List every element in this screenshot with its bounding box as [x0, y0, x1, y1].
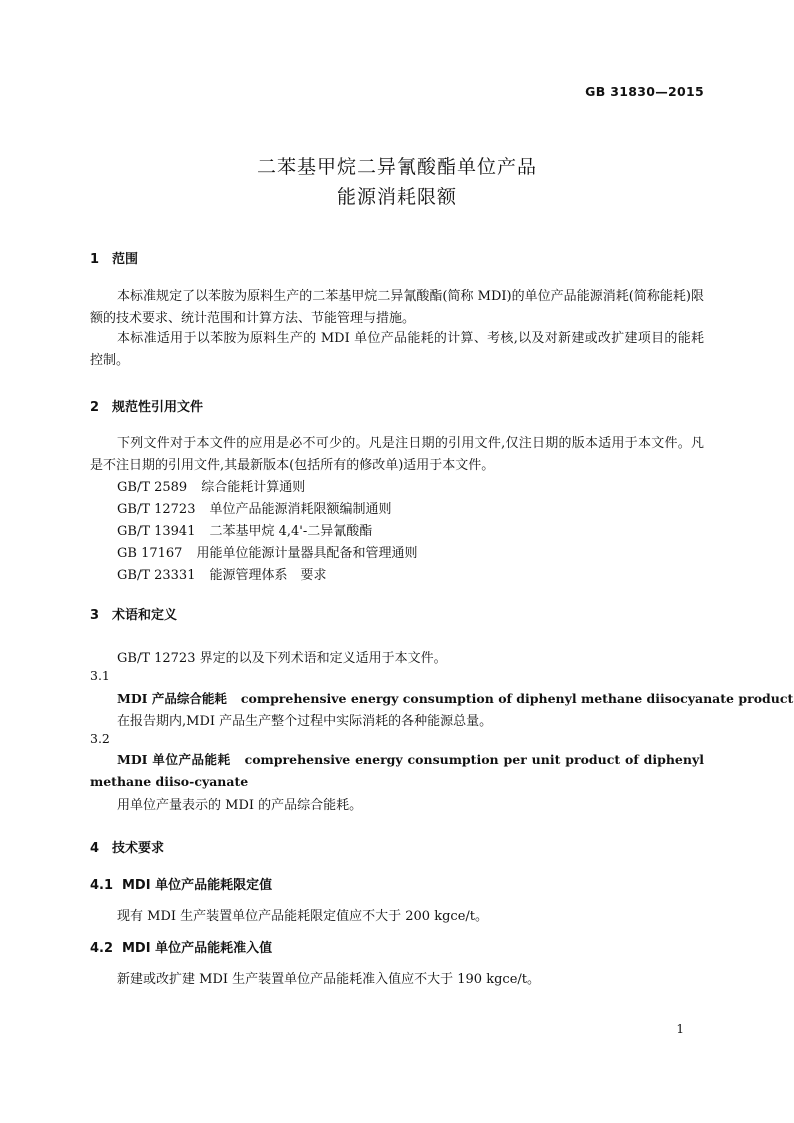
term-3-1-definition: 在报告期内,MDI 产品生产整个过程中实际消耗的各种能源总量。 [117, 714, 493, 729]
term-3-2-definition: 用单位产量表示的 MDI 的产品综合能耗。 [117, 798, 363, 813]
reference-code: GB/T 13941 [117, 524, 196, 539]
section-1-heading [90, 248, 138, 267]
reference-title: 单位产品能源消耗限额编制通则 [209, 502, 392, 517]
reference-title: 用能单位能源计量器具配备和管理通则 [196, 546, 418, 561]
section-number: 2 [90, 400, 100, 415]
section-title: 范围 [112, 252, 139, 267]
reference-code: GB 17167 [117, 546, 183, 561]
subsection-title: MDI 单位产品能耗限定值 [122, 878, 273, 893]
term-en: comprehensive energy consumption of diphenyl methane diisocyanate product [240, 691, 794, 706]
term-en: comprehensive energy consumption per unit product of diphenyl methane diiso-cyanate [90, 752, 704, 789]
reference-title: 能源管理体系 要求 [209, 568, 327, 583]
term-3-1-number: 3.1 [90, 668, 110, 683]
reference-item [117, 520, 372, 539]
reference-title: 二苯基甲烷 4,4'-二异氰酸酯 [209, 524, 373, 539]
page-number: 1 [676, 1022, 684, 1036]
section-number: 4 [90, 841, 100, 856]
reference-item [117, 498, 392, 517]
subsection-title: MDI 单位产品能耗准入值 [122, 941, 273, 956]
term-zh: MDI 单位产品能耗 [117, 752, 231, 767]
term-3-2 [90, 749, 704, 792]
section-1-paragraph-1: 本标准规定了以苯胺为原料生产的二苯基甲烷二异氰酸酯(简称 MDI)的单位产品能源消耗(简称能耗)限额的技术要求、统计范围和计算方法、节能管理与措施。 [90, 289, 704, 326]
section-number: 3 [90, 608, 100, 623]
reference-code: GB/T 12723 [117, 502, 196, 517]
reference-item [117, 476, 305, 495]
subsection-4-1-heading [90, 874, 272, 893]
reference-item [117, 564, 327, 583]
section-title: 技术要求 [112, 841, 165, 856]
section-1-paragraph-2: 本标准适用于以苯胺为原料生产的 MDI 单位产品能耗的计算、考核,以及对新建或改扩建项目的能耗控制。 [90, 331, 704, 368]
standard-number: GB 31830—2015 [585, 84, 704, 99]
subsection-number: 4.2 [90, 941, 114, 956]
section-3-intro: GB/T 12723 界定的以及下列术语和定义适用于本文件。 [117, 651, 447, 666]
document-title-line2: 能源消耗限额 [336, 186, 457, 208]
section-number: 1 [90, 252, 100, 267]
reference-item [117, 542, 417, 561]
term-zh: MDI 产品综合能耗 [117, 691, 227, 706]
reference-code: GB/T 2589 [117, 480, 188, 495]
section-title: 规范性引用文件 [112, 400, 204, 415]
reference-code: GB/T 23331 [117, 568, 196, 583]
section-2-heading [90, 396, 203, 415]
section-title: 术语和定义 [112, 608, 178, 623]
reference-title: 综合能耗计算通则 [201, 480, 306, 495]
section-4-heading [90, 837, 164, 856]
subsection-4-1-text: 现有 MDI 生产装置单位产品能耗限定值应不大于 200 kgce/t。 [117, 909, 488, 924]
term-3-2-number: 3.2 [90, 731, 110, 746]
term-3-1 [117, 689, 793, 707]
section-2-paragraph-1: 下列文件对于本文件的应用是必不可少的。凡是注日期的引用文件,仅注日期的版本适用于本文件。凡是不注日期的引用文件,其最新版本(包括所有的修改单)适用于本文件。 [90, 436, 704, 473]
subsection-number: 4.1 [90, 878, 114, 893]
document-title-line1: 二苯基甲烷二异氰酸酯单位产品 [256, 156, 537, 178]
section-3-heading [90, 604, 177, 623]
subsection-4-2-text: 新建或改扩建 MDI 生产装置单位产品能耗准入值应不大于 190 kgce/t。 [117, 972, 540, 987]
subsection-4-2-heading [90, 937, 272, 956]
